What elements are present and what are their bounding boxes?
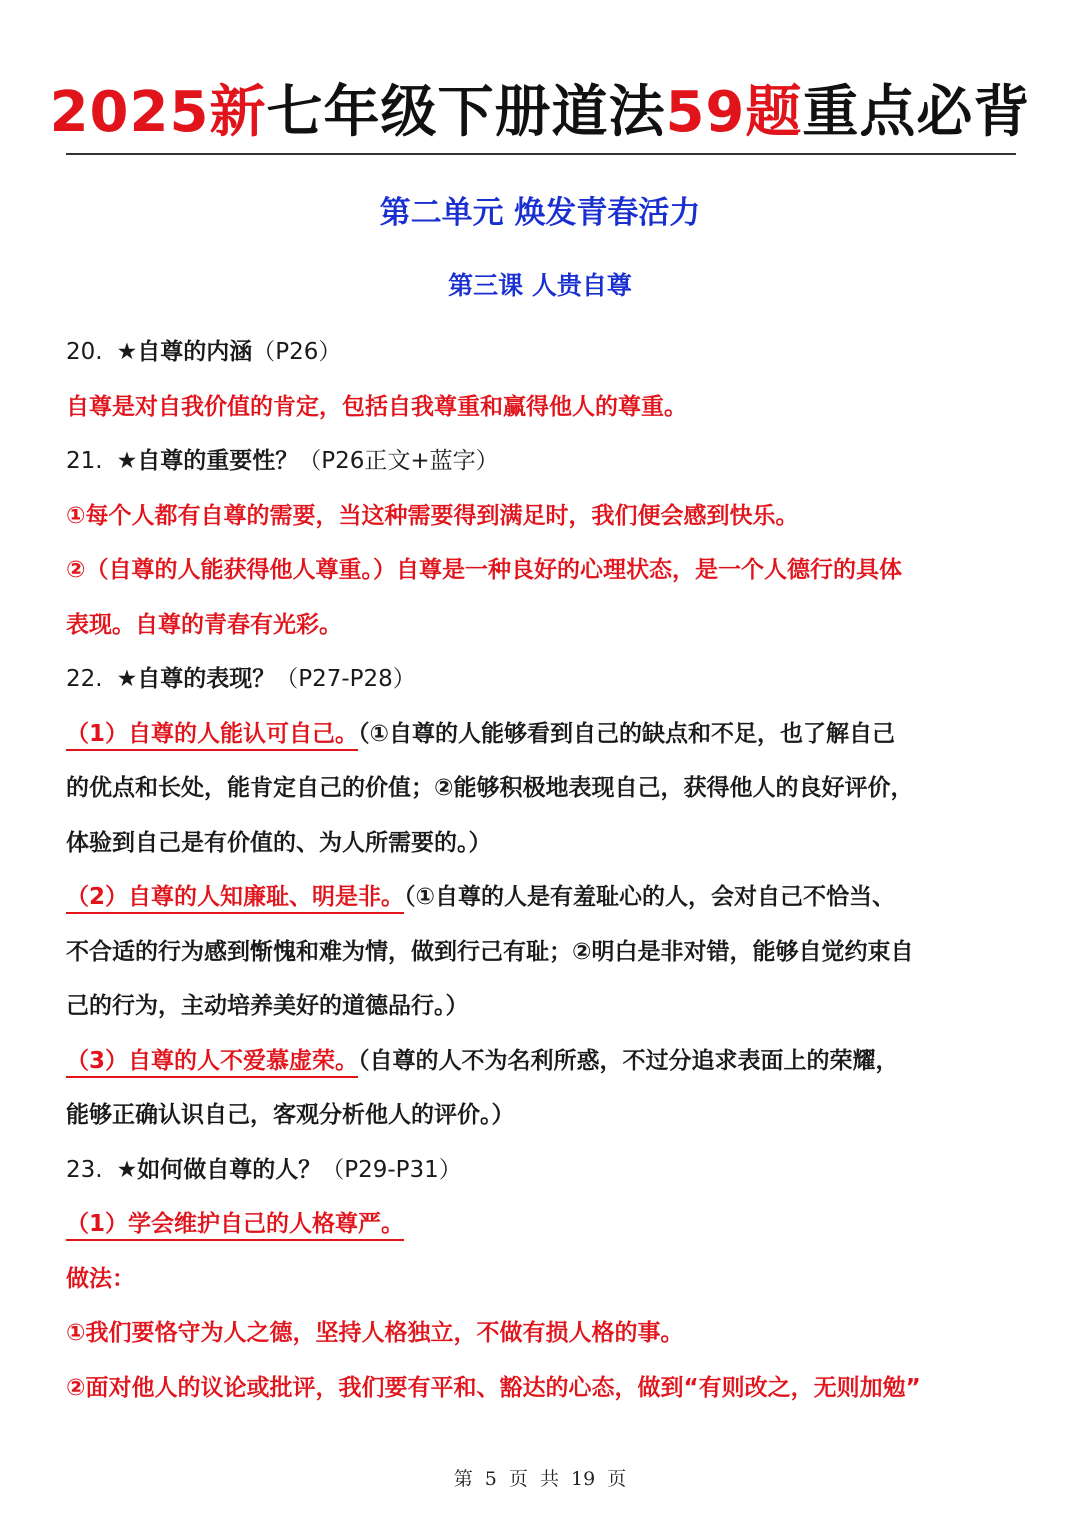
answer-22-point-1 (66, 707, 1016, 762)
point-heading: （1）学会维护自己的人格尊严。 (66, 1211, 404, 1241)
point-detail: （自尊的人不为名利所惑，不过分追求表面上的荣耀， (358, 1047, 899, 1074)
star-icon: ★ (116, 448, 138, 474)
point-heading: （3）自尊的人不爱慕虚荣。 (66, 1048, 358, 1078)
star-icon: ★ (116, 666, 138, 692)
answer-22-point-2 (66, 870, 1016, 925)
question-title: 如何做自尊的人？ (137, 1156, 322, 1183)
question-number: 20. (66, 339, 103, 365)
question-number: 21. (66, 448, 103, 474)
question-21 (66, 434, 1016, 489)
question-20 (66, 325, 1016, 380)
question-23 (66, 1143, 1016, 1198)
point-detail-cont: 能够正确认识自己，客观分析他人的评价。） (66, 1102, 515, 1128)
question-number: 23. (66, 1156, 103, 1183)
answer-21-point-1: ①每个人都有自尊的需要，当这种需要得到满足时，我们便会感到快乐。 (66, 502, 799, 529)
question-title: 自尊的表现？ (137, 666, 276, 692)
point-detail-cont: 己的行为，主动培养美好的道德品行。） (66, 993, 469, 1019)
point-detail: （①自尊的人能够看到自己的缺点和不足，也了解自己 (358, 720, 895, 747)
answer-21-point-2-cont: 表现。自尊的青春有光彩。 (66, 611, 342, 638)
title-grade: 七年级下册道法 (266, 80, 666, 145)
document-title (0, 78, 1080, 148)
page-ref: （P26） (252, 339, 342, 365)
content-body (66, 325, 1016, 1415)
answer-23-point-1 (66, 1197, 1016, 1252)
question-title: 自尊的重要性？ (137, 448, 299, 474)
point-detail-cont: 体验到自己是有价值的、为人所需要的。） (66, 829, 492, 856)
title-year: 2025新 (49, 80, 267, 145)
method-item-1: ①我们要恪守为人之德，坚持人格独立，不做有损人格的事。 (66, 1320, 684, 1346)
question-22 (66, 652, 1016, 707)
point-detail: （①自尊的人是有羞耻心的人，会对自己不恰当、 (404, 884, 895, 910)
method-item-2: ②面对他人的议论或批评，我们要有平和、豁达的心态，做到“有则改之，无则加勉” (66, 1374, 921, 1401)
point-detail-cont: 不合适的行为感到惭愧和难为情，做到行己有耻；②明白是非对错，能够自觉约束自 (66, 938, 914, 965)
page-ref: （P26正文+蓝字） (298, 448, 499, 474)
page-ref: （P27-P28） (275, 666, 416, 692)
answer-22-point-3 (66, 1034, 1016, 1089)
title-divider (66, 153, 1016, 155)
star-icon: ★ (116, 1156, 138, 1183)
question-title: 自尊的内涵 (137, 339, 253, 365)
point-heading: （2）自尊的人知廉耻、明是非。 (66, 884, 404, 914)
method-label: 做法： (66, 1265, 135, 1292)
lesson-heading: 第三课 人贵自尊 (448, 271, 632, 300)
answer-21-point-2: ②（自尊的人能获得他人尊重。）自尊是一种良好的心理状态，是一个人德行的具体 (66, 557, 902, 583)
title-count: 59题 (665, 80, 803, 145)
star-icon: ★ (116, 339, 138, 365)
point-heading: （1）自尊的人能认可自己。 (66, 721, 358, 751)
answer-20: 自尊是对自我价值的肯定，包括自我尊重和赢得他人的尊重。 (66, 393, 687, 420)
page-footer: 第 5 页 共 19 页 (453, 1468, 627, 1490)
page-ref: （P29-P31） (321, 1156, 462, 1183)
point-detail-cont: 的优点和长处，能肯定自己的价值；②能够积极地表现自己，获得他人的良好评价， (66, 775, 914, 801)
title-suffix: 重点必背 (802, 80, 1031, 145)
question-number: 22. (66, 666, 103, 692)
unit-heading: 第二单元 焕发青春活力 (379, 195, 701, 231)
